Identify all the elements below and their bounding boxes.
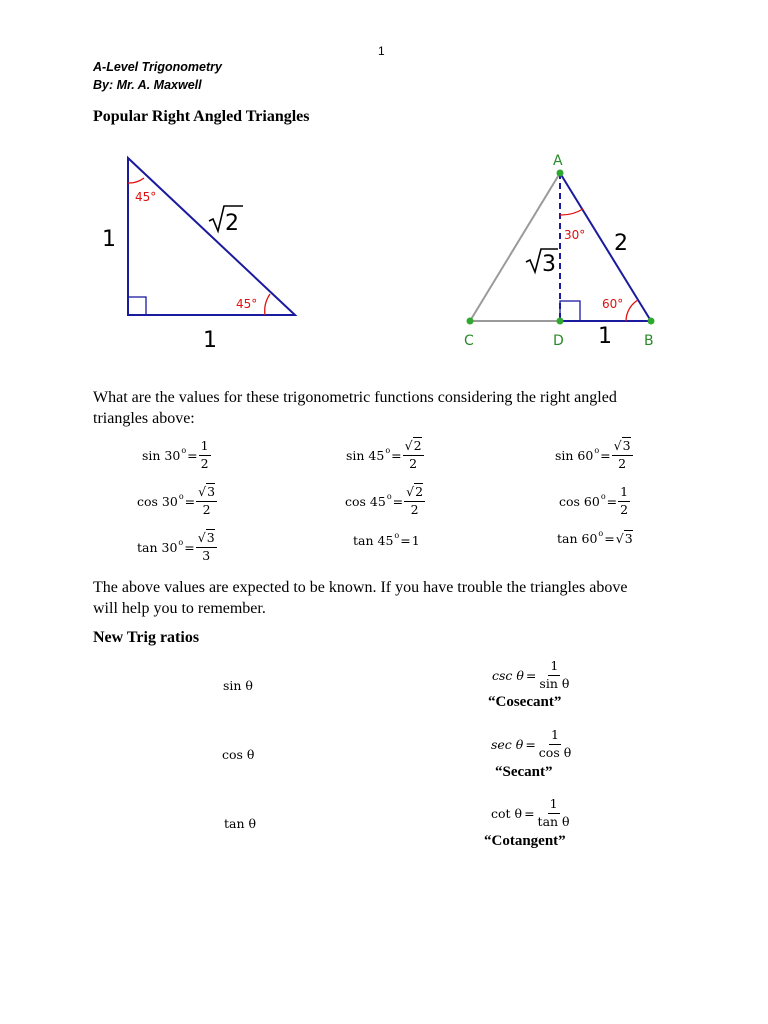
trig-cos45: cos 45 o = $\frac{√2}{2}$ [345,484,424,517]
side-ac [470,173,560,321]
section-title-new-ratios: New Trig ratios [93,629,200,646]
angle-a-label: 30° [564,228,586,242]
ratio-csc-formula: csc θ = $\frac{1}{\text{sin θ}}$ [492,658,570,691]
page-title: Popular Right Angled Triangles [93,108,310,125]
point-b [648,318,655,325]
angle-b-label: 60° [602,297,624,311]
angle-arc-top [128,178,144,183]
side-ab-label: 2 [614,231,628,256]
header-course: A-Level Trigonometry [93,60,222,74]
trig-tan45: tan 45 o = 1 [353,531,420,548]
vertex-b-label: B [644,333,654,349]
angle-top-label: 45° [135,190,157,204]
ratio-csc-name: “Cosecant” [488,694,562,710]
trig-sin45: sin 45 o = $\frac{√2}{2}$ [346,438,422,471]
side-db-label: 1 [598,324,612,349]
ratio-cot-name: “Cotangent” [484,833,566,849]
right-angle-marker [560,301,580,321]
vertex-d-label: D [553,333,564,349]
side-ad-radicand: 3 [542,252,556,277]
triangle-45-45-90 [95,150,310,355]
vertex-a-label: A [553,153,563,169]
trig-cos60: cos 60 o = $\frac{1}{2}$ [559,484,629,517]
trig-sin60: sin 60 o = $\frac{√3}{2}$ [555,438,631,471]
ratio-cos: cos θ [222,747,255,762]
point-d [557,318,564,325]
ratio-cot-formula: cot θ = $\frac{1}{\text{tan θ}}$ [491,796,570,829]
angle-arc-a [560,209,583,215]
side-ad-label [526,249,558,277]
triangle1-outline [128,158,295,315]
ratio-sec-name: “Secant” [495,764,553,780]
point-a [557,170,564,177]
header-author: By: Mr. A. Maxwell [93,78,202,92]
vertex-c-label: C [464,333,474,349]
side-vertical-label: 1 [102,227,116,252]
triangle-30-60-90 [452,150,667,355]
ratio-sin: sin θ [223,678,253,693]
angle-arc-right [265,294,270,315]
ratio-sec-formula: sec θ = $\frac{1}{\text{cos θ}}$ [491,727,572,760]
trig-sin30: sin 30 o = $\frac{1}{2}$ [142,438,209,471]
angle-right-label: 45° [236,297,258,311]
note-text: The above values are expected to be known. If you have trouble the triangles above will help you to remember. [93,579,628,617]
right-angle-marker [128,297,146,315]
question-text: What are the values for these trigonometric functions considering the right angled triangles above: [93,389,617,427]
side-horizontal-label: 1 [203,328,217,353]
hypotenuse-radicand: 2 [225,211,239,236]
trig-cos30: cos 30 o = $\frac{√3}{2}$ [137,484,216,517]
hypotenuse-label [209,206,243,236]
point-c [467,318,474,325]
ratio-tan: tan θ [224,816,257,831]
angle-arc-b [626,300,638,321]
page-number: 1 [378,44,385,58]
trig-tan60: tan 60 o = √3 [557,529,633,546]
trig-tan30: tan 30 o = $\frac{√3}{3}$ [137,530,215,563]
